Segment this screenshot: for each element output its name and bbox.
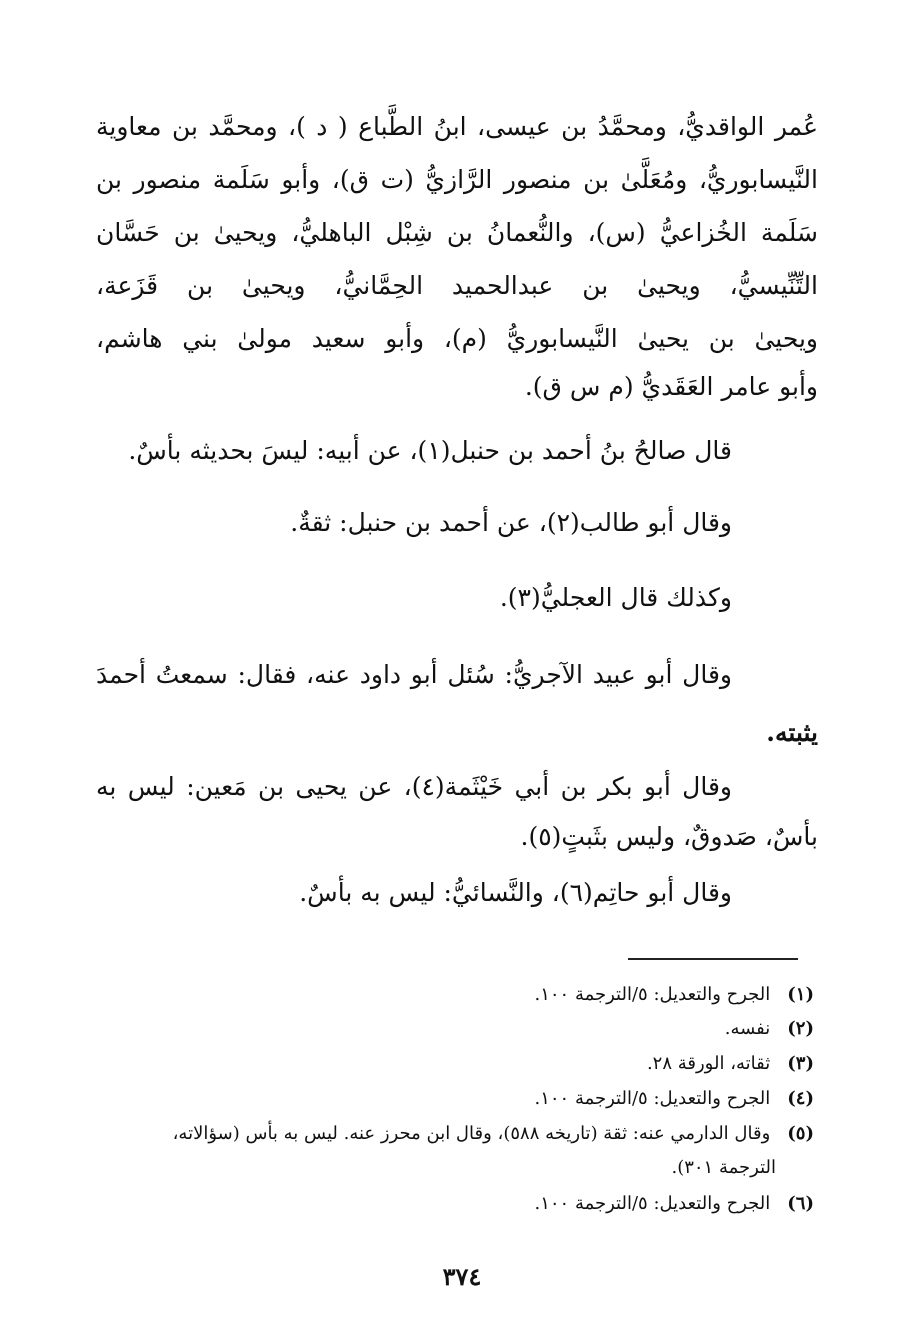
footnote-text: الجرح والتعديل: ٥/الترجمة ١٠٠. [534,984,771,1005]
body-line-2: النَّيسابوريُّ، ومُعَلَّىٰ بن منصور الرَّازيُّ (ت ق)، وأبو سَلَمة منصور بن [96,165,818,194]
footnote-number: (٥) [787,1123,814,1144]
page-number: ٣٧٤ [442,1262,482,1291]
body-line-4: التِّنِّيسيُّ، ويحيىٰ بن عبدالحميد الحِمَّانيُّ، ويحيىٰ بن قَزَعة، [96,271,818,300]
paragraph-saleh: قال صالحُ بنُ أحمد بن حنبل(١)، عن أبيه: ليسَ بحديثه بأسٌ. [128,436,732,465]
body-line-5: ويحيىٰ بن يحيىٰ النَّيسابوريُّ (م)، وأبو سعيد مولىٰ بني هاشم، [96,324,818,353]
footnote-1 [534,984,814,1005]
paragraph-abu-bakr-line-2: بأسٌ، صَدوقٌ، وليس بثَبتٍ(٥). [520,822,818,851]
paragraph-ajurri-line-2: يثبته. [766,718,818,747]
footnote-number: (٢) [787,1018,814,1039]
footnote-text: الجرح والتعديل: ٥/الترجمة ١٠٠. [534,1193,771,1214]
paragraph-ijli: وكذلك قال العجليُّ(٣). [499,583,732,612]
footnote-number: (٣) [787,1053,814,1074]
footnote-text: الجرح والتعديل: ٥/الترجمة ١٠٠. [534,1088,771,1109]
footnote-4 [534,1088,814,1109]
footnote-separator [628,958,798,960]
footnote-text: نفسه. [724,1018,771,1039]
footnote-number: (٦) [787,1193,814,1214]
footnote-5-continuation: الترجمة ٣٠١). [671,1157,776,1178]
footnote-number: (٤) [787,1088,814,1109]
body-line-6: وأبو عامر العَقَديُّ (م س ق). [524,372,818,401]
paragraph-ajurri-line-1: وقال أبو عبيد الآجريُّ: سُئل أبو داود عنه، فقال: سمعتُ أحمدَ [96,660,732,689]
footnote-5 [173,1123,814,1144]
footnote-text: ثقاته، الورقة ٢٨. [646,1053,771,1074]
body-line-3: سَلَمة الخُزاعيُّ (س)، والنُّعمانُ بن شِبْل الباهليُّ، ويحيىٰ بن حَسَّان [96,218,818,247]
footnote-number: (١) [787,984,814,1005]
footnote-2 [725,1018,814,1039]
footnote-3 [647,1053,814,1074]
footnote-text: وقال الدارمي عنه: ثقة (تاريخه ٥٨٨)، وقال ابن محرز عنه. ليس به بأس (سؤالاته، [172,1123,771,1144]
footnote-6 [534,1193,814,1214]
paragraph-abu-bakr-line-1: وقال أبو بكر بن أبي خَيْثَمة(٤)، عن يحيى بن مَعين: ليس به [96,772,732,801]
paragraph-abu-talib: وقال أبو طالب(٢)، عن أحمد بن حنبل: ثقةٌ. [290,508,732,537]
body-line-1: عُمر الواقديُّ، ومحمَّدُ بن عيسى، ابنُ الطَّباع ( د )، ومحمَّد بن معاوية [96,112,818,141]
paragraph-abu-hatim: وقال أبو حاتِم(٦)، والنَّسائيُّ: ليس به بأسٌ. [299,878,732,907]
